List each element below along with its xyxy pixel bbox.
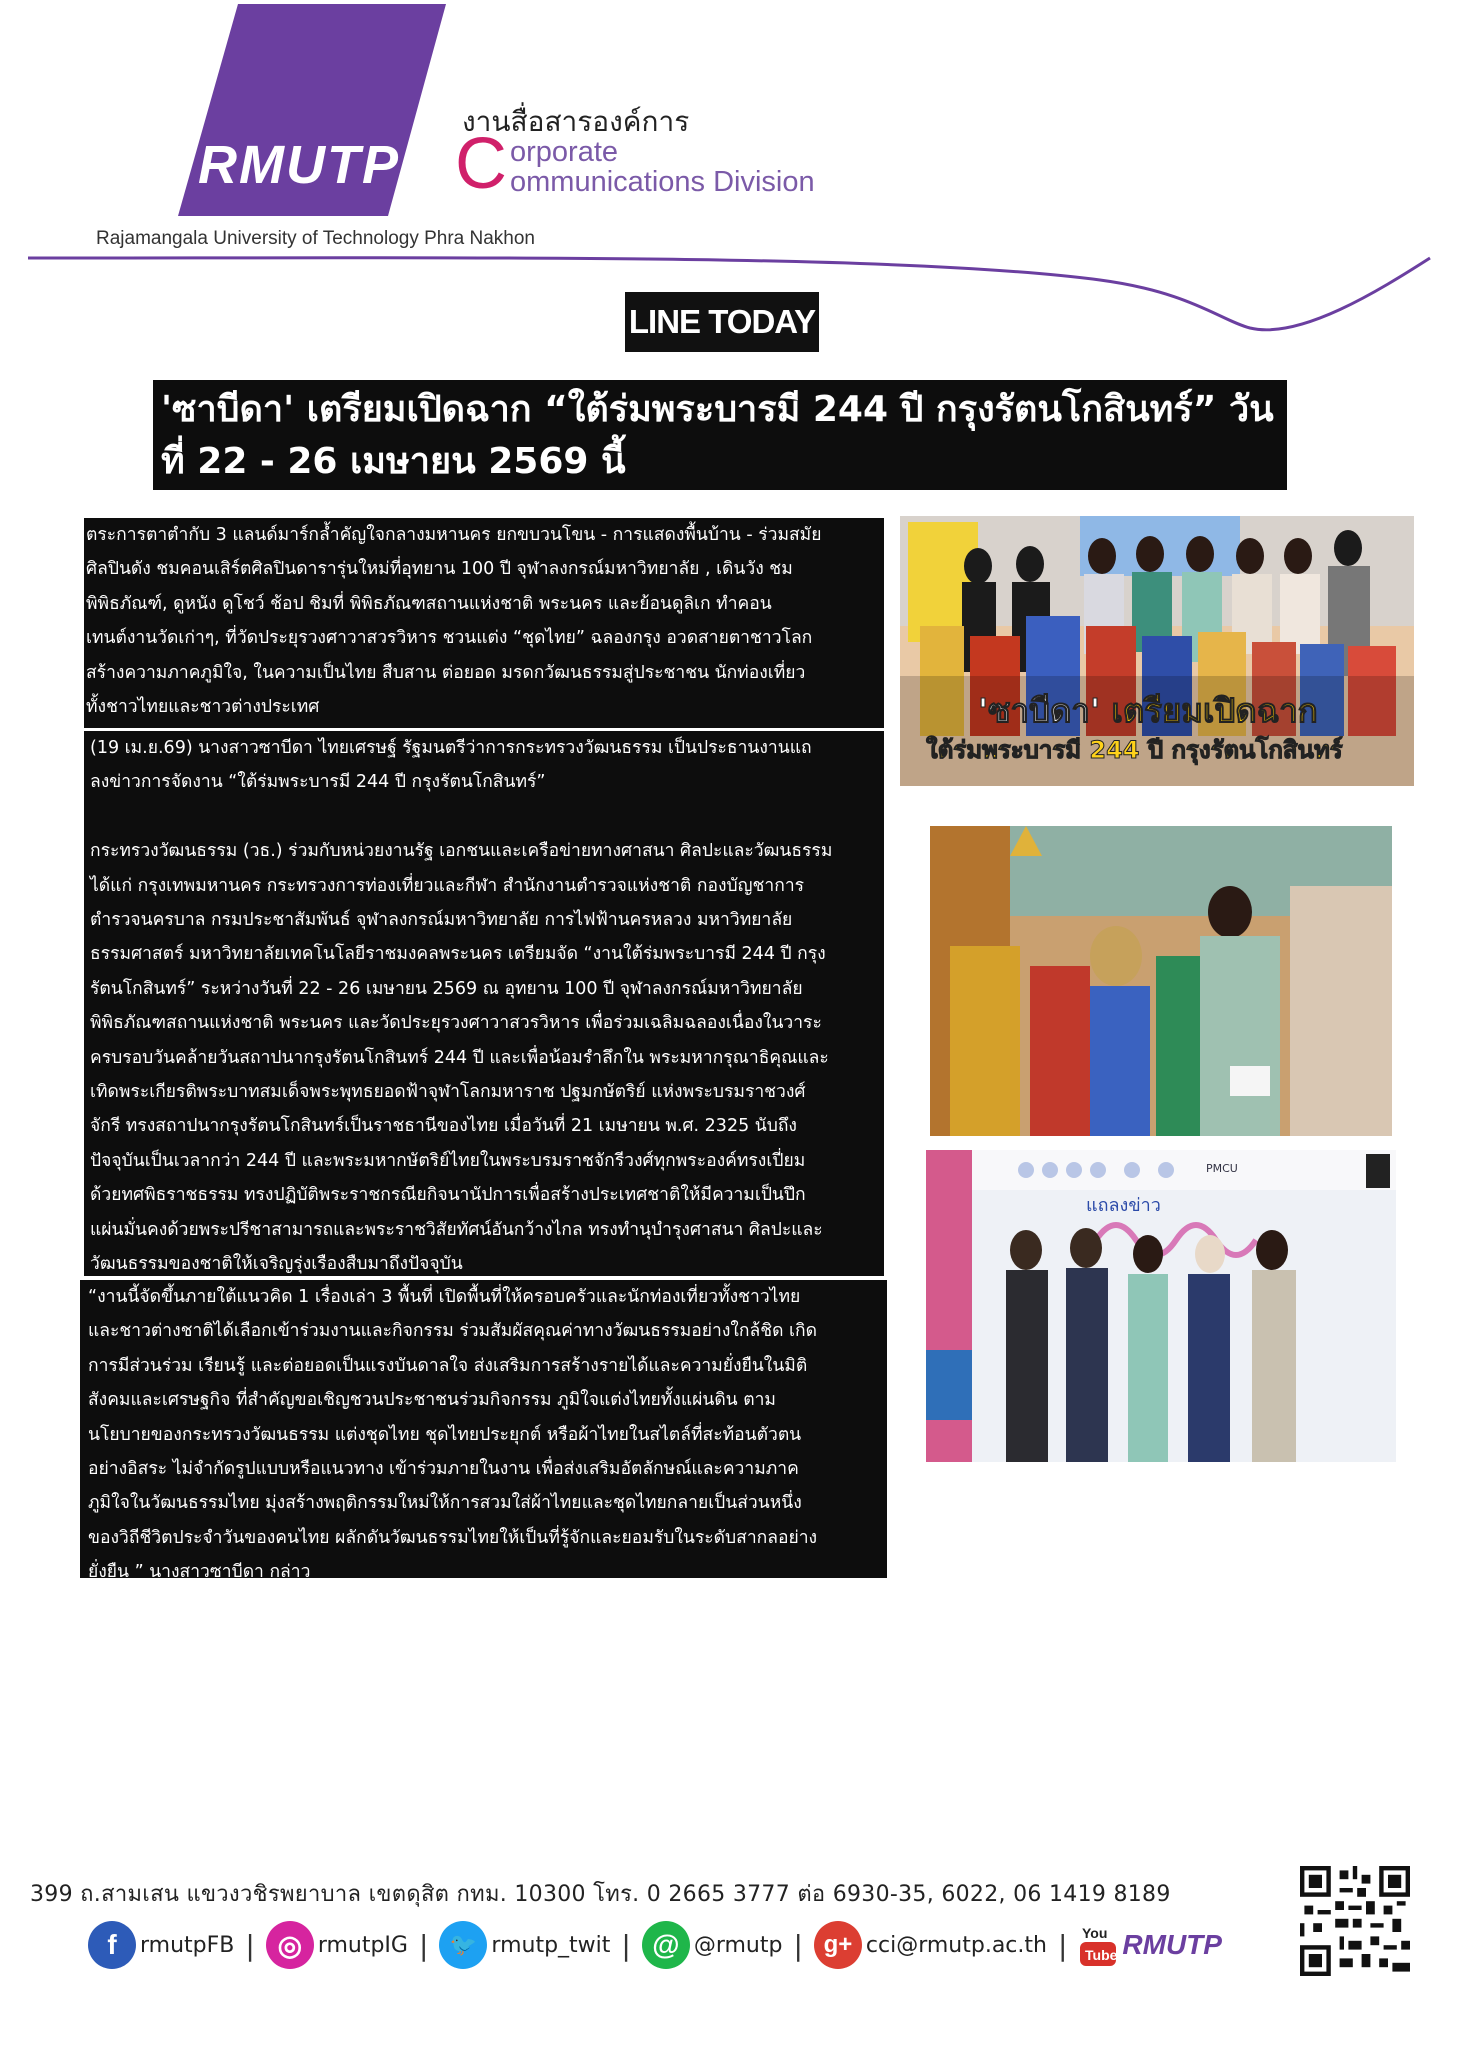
social-links xyxy=(88,1920,1222,1970)
article-line: สังคมและเศรษฐกิจ ที่สำคัญขอเชิญชวนประชาชนร่วมกิจกรรม ภูมิใจแต่งไทยทั้งแผ่นดิน ตาม xyxy=(88,1390,776,1411)
article-quote-block xyxy=(80,1280,887,1583)
photo-costume-children xyxy=(930,826,1392,1136)
article-line: รัตนโกสินทร์” ระหว่างวันที่ 22 - 26 เมษายน 2569 ณ อุทยาน 100 ปี จุฬาลงกรณ์มหาวิทยาลัย xyxy=(90,978,803,999)
communications-division-line: ommunications Division xyxy=(510,166,815,198)
instagram-label: rmutpIG xyxy=(317,1932,408,1958)
youtube-link[interactable] xyxy=(1078,1922,1222,1968)
twitter-label: rmutp_twit xyxy=(491,1932,611,1958)
separator: | xyxy=(245,1928,255,1962)
article-line: ทั้งชาวไทยและชาวต่างประเทศ xyxy=(86,697,320,718)
google-plus-label: cci@rmutp.ac.th xyxy=(865,1932,1047,1958)
separator: | xyxy=(621,1928,631,1962)
photo-3-sponsor-text: PMCU xyxy=(1206,1162,1238,1175)
photo-2-image xyxy=(930,826,1392,1136)
separator: | xyxy=(1057,1928,1068,1962)
facebook-icon: f xyxy=(88,1921,136,1969)
twitter-link[interactable] xyxy=(439,1921,610,1969)
facebook-link[interactable] xyxy=(88,1921,234,1969)
headline-box xyxy=(153,380,1287,490)
article-line: เทิดพระเกียรติพระบาทสมเด็จพระพุทธยอดฟ้าจุฬาโลกมหาราช ปฐมกษัตริย์ แห่งพระบรมราชวงศ์ xyxy=(90,1082,806,1103)
article-line: สร้างความภาคภูมิใจ, ในความเป็นไทย สืบสาน ต่อยอด มรดกวัฒนธรรมสู่ประชาชน นักท่องเที่ยว xyxy=(86,662,806,683)
article-line: ยั่งยืน ” นางสาวซาบีดา กล่าว xyxy=(88,1562,311,1583)
svg-text:Tube: Tube xyxy=(1085,1947,1118,1963)
rmutp-logo xyxy=(178,4,446,216)
article-line: ตำรวจนครบาล กรมประชาสัมพันธ์ จุฬาลงกรณ์มหาวิทยาลัย การไฟฟ้านครหลวง มหาวิทยาลัย xyxy=(90,910,793,931)
google-plus-icon: g+ xyxy=(814,1921,862,1969)
article-line: การมีส่วนร่วม เรียนรู้ และต่อยอดเป็นแรงบันดาลใจ ส่งเสริมการสร้างรายได้และความยั่งยืนในมิติ xyxy=(88,1355,808,1376)
photo-press-event-banner xyxy=(900,516,1414,786)
article-line: กระทรวงวัฒนธรรม (วธ.) ร่วมกับหน่วยงานรัฐ เอกชนและเครือข่ายทางศาสนา ศิลปะและวัฒนธรรม xyxy=(90,841,833,862)
article-line: ด้วยทศพิธราชธรรม ทรงปฏิบัติพระราชกรณียกิจนานัปการเพื่อสร้างประเทศชาติให้มีความเป็นปึก xyxy=(90,1185,806,1206)
line-link[interactable] xyxy=(642,1921,783,1969)
article-line: ศิลปินดัง ชมคอนเสิร์ตศิลปินดารารุ่นใหม่ที่อุทยาน 100 ปี จุฬาลงกรณ์มหาวิทยาลัย , เดินวัง ชม xyxy=(86,559,793,580)
article-line: ลงข่าวการจัดงาน “ใต้ร่มพระบารมี 244 ปี กรุงรัตนโกสินทร์” xyxy=(90,772,546,793)
article-line: อย่างอิสระ ไม่จำกัดรูปแบบหรือแนวทาง เข้าร่วมภายในงาน เพื่อส่งเสริมอัตลักษณ์และความภาค xyxy=(88,1459,799,1480)
article-line: วัฒนธรรมของชาติให้เจริญรุ่งเรืองสืบมาถึงปัจจุบัน xyxy=(90,1254,463,1275)
article-line: “งานนี้จัดขึ้นภายใต้แนวคิด 1 เรื่องเล่า 3 พื้นที่ เปิดพื้นที่ให้ครอบครัวและนักท่องเที่ยวทั้งชาวไทย xyxy=(88,1287,801,1307)
university-name: Rajamangala University of Technology Phra Nakhon xyxy=(96,228,536,249)
photo-1-caption-name: 'ซาบีดา' xyxy=(978,691,1101,730)
article-line: จักรี ทรงสถาปนากรุงรัตนโกสินทร์เป็นราชธานีของไทย เมื่อวันที่ 21 เมษายน พ.ศ. 2325 นับถึง xyxy=(90,1116,797,1137)
article-line: นโยบายของกระทรวงวัฒนธรรม แต่งชุดไทย ชุดไทยประยุกต์ หรือผ้าไทยในสไตล์ที่สะท้อนตัวตน xyxy=(88,1424,802,1445)
department-thai-name: งานสื่อสารองค์การ xyxy=(462,105,690,138)
article-line: ตระการตาตำกับ 3 แลนด์มาร์กล้ำคัญใจกลางมหานคร ยกขบวนโขน - การแสดงพื้นบ้าน - ร่วมสมัย xyxy=(86,525,822,545)
instagram-link[interactable] xyxy=(266,1921,408,1969)
separator: | xyxy=(418,1928,429,1962)
article-line: ครบรอบวันคล้ายวันสถาปนากรุงรัตนโกสินทร์ 244 ปี และเพื่อน้อมรำลึกใน พระมหากรุณาธิคุณและ xyxy=(90,1047,829,1068)
youtube-label: RMUTP xyxy=(1122,1929,1222,1960)
article-line: ธรรมศาสตร์ มหาวิทยาลัยเทคโนโลยีราชมงคลพระนคร เตรียมจัด “งานใต้ร่มพระบารมี 244 ปี กรุง xyxy=(90,944,826,965)
facebook-label: rmutpFB xyxy=(140,1932,235,1958)
article-line: ของวิถีชีวิตประจำวันของคนไทย ผลักดันวัฒนธรรมไทยให้เป็นที่รู้จักและยอมรับในระดับสากลอย่าง xyxy=(88,1527,818,1548)
article-line: พิพิธภัณฑ์, ดูหนัง ดูโชว์ ช้อป ชิมที่ พิพิธภัณฑสถานแห่งชาติ พระนคร และย้อนดูลิเก ทำคอน xyxy=(86,593,772,614)
qr-code-icon xyxy=(1300,1866,1410,1976)
source-badge: LINE TODAY xyxy=(625,292,819,352)
photo-1-caption-line2: ใต้ร่มพระบารมี 244 ปี กรุงรัตนโกสินทร์ xyxy=(926,736,1343,764)
article-line xyxy=(84,800,884,834)
article-line: เทนต์งานวัดเก่าๆ, ที่วัดประยุรวงศาวาสวรวิหาร ชวนแต่ง “ชุดไทย” ฉลองกรุง อวดสายตาชาวโลก xyxy=(86,628,813,649)
separator: | xyxy=(793,1928,803,1962)
article-line: (19 เม.ย.69) นางสาวซาบีดา ไทยเศรษฐ์ รัฐมนตรีว่าการกระทรวงวัฒนธรรม เป็นประธานงานแถ xyxy=(90,738,812,758)
photo-3-image xyxy=(926,1150,1396,1462)
article-line: ได้แก่ กรุงเทพมหานคร กระทรวงการท่องเที่ยวและกีฬา สำนักงานตำรวจแห่งชาติ กองบัญชาการ xyxy=(90,875,805,896)
instagram-icon: ◎ xyxy=(266,1921,314,1969)
photo-1-caption-title: เตรียมเปิดฉาก xyxy=(1100,691,1318,730)
twitter-icon: 🐦 xyxy=(439,1921,487,1969)
corporate-communications-c: C xyxy=(455,124,507,204)
article-line: และชาวต่างชาติได้เลือกเข้าร่วมงานและกิจกรรม ร่วมสัมผัสคุณค่าทางวัฒนธรรมอย่างใกล้ชิด เกิด xyxy=(88,1321,817,1342)
photo-3-backdrop-text: แถลงข่าว xyxy=(1086,1195,1161,1216)
article-line: ปัจจุบันเป็นเวลากว่า 244 ปี และพระมหากษัตริย์ไทยในพระบรมราชจักรีวงศ์ทุกพระองค์ทรงเปี่ยม xyxy=(90,1150,806,1171)
article-line: พิพิธภัณฑสถานแห่งชาติ พระนคร และวัดประยุรวงศาวาสวรวิหาร เพื่อร่วมเฉลิมฉลองเนื่องในวาระ xyxy=(90,1013,822,1034)
footer-address: 399 ถ.สามเสน แขวงวชิรพยาบาล เขตดุสิต กทม. 10300 โทร. 0 2665 3777 ต่อ 6930-35, 6022, 06 1419 8189 xyxy=(30,1882,1171,1907)
youtube-icon xyxy=(1078,1922,1118,1968)
article-line: แผ่นมั่นคงด้วยพระปรีชาสามารถและพระราชวิสัยทัศน์อันกว้างไกล ทรงทำนุบำรุงศาสนา ศิลปะและ xyxy=(90,1219,823,1240)
article-headline: 'ซาบีดา' เตรียมเปิดฉาก “ใต้ร่มพระบารมี 244 ปี กรุงรัตนโกสินทร์” วันที่ 22 - 26 เมษายน 2569 นี้ xyxy=(161,389,1274,482)
article-body-block xyxy=(84,731,884,1276)
article-line: ภูมิใจในวัฒนธรรมไทย มุ่งสร้างพฤติกรรมใหม่ให้การสวมใส่ผ้าไทยและชุดไทยกลายเป็นส่วนหนึ่ง xyxy=(88,1493,802,1514)
svg-text:You: You xyxy=(1082,1925,1108,1941)
article-intro-block xyxy=(84,518,884,728)
corporate-line: orporate xyxy=(510,136,619,168)
line-icon: @ xyxy=(642,1921,690,1969)
photo-group-press-conference xyxy=(926,1150,1396,1462)
google-plus-link[interactable] xyxy=(814,1921,1047,1969)
line-label: @rmutp xyxy=(693,1932,783,1958)
logo-text: RMUTP xyxy=(198,135,400,195)
